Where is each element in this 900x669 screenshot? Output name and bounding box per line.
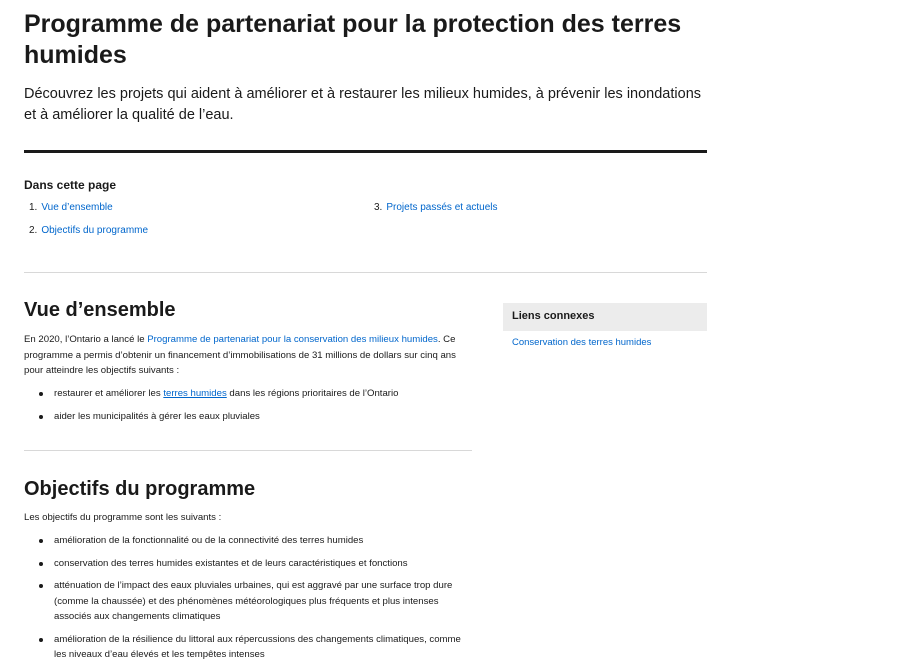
program-link[interactable]: Programme de partenariat pour la conservation des milieux humides bbox=[147, 334, 438, 345]
objectives-heading: Objectifs du programme bbox=[24, 478, 256, 500]
list-item: aider les municipalités à gérer les eaux pluviales bbox=[24, 409, 472, 425]
wetlands-link[interactable]: terres humides bbox=[163, 388, 227, 399]
objectives-intro: Les objectifs du programme sont les suivants : bbox=[24, 512, 222, 523]
toc-link-objectives[interactable]: Objectifs du programme bbox=[41, 225, 149, 236]
related-links-panel bbox=[503, 303, 707, 348]
list-item: amélioration de la résilience du littoral aux répercussions des changements climatiques, comme les niveaux d’eau élevés et les tempêtes intenses bbox=[24, 632, 472, 663]
toc-link-overview[interactable]: Vue d’ensemble bbox=[41, 202, 113, 213]
toc-item bbox=[29, 225, 148, 236]
toc-item bbox=[29, 202, 113, 213]
toc-item-number: 3. bbox=[374, 202, 383, 213]
list-item bbox=[24, 386, 472, 402]
overview-intro-text: En 2020, l’Ontario a lancé le bbox=[24, 334, 148, 345]
header-divider bbox=[24, 150, 707, 153]
objectives-list bbox=[24, 533, 472, 669]
toc-divider bbox=[24, 272, 707, 273]
section-divider bbox=[24, 450, 472, 451]
overview-intro-text: . Ce programme a permis d’obtenir un financement d’immobilisations de 31 millions de dollars sur cinq ans pour atteindre les objectifs suivants : bbox=[24, 334, 456, 376]
overview-intro bbox=[24, 332, 472, 379]
list-item: amélioration de la fonctionnalité ou de la connectivité des terres humides bbox=[24, 533, 472, 549]
list-item-text: restaurer et améliorer les bbox=[54, 388, 164, 399]
toc-item bbox=[374, 202, 498, 213]
toc-heading: Dans cette page bbox=[24, 178, 117, 192]
toc-item-number: 2. bbox=[29, 225, 38, 236]
overview-heading: Vue d’ensemble bbox=[24, 299, 176, 321]
list-item-text: dans les régions prioritaires de l’Ontario bbox=[226, 388, 399, 399]
related-link-wetland-conservation[interactable]: Conservation des terres humides bbox=[512, 337, 652, 348]
page-lead: Découvrez les projets qui aident à améliorer et à restaurer les milieux humides, à prévenir les inondations et à améliorer la qualité de l’eau. bbox=[24, 86, 702, 123]
overview-list bbox=[24, 386, 472, 431]
toc-link-projects[interactable]: Projets passés et actuels bbox=[386, 202, 498, 213]
list-item: atténuation de l’impact des eaux pluviales urbaines, qui est aggravé par une surface trop dure (comme la chaussée) et des phénomènes météorologiques plus fréquents et plus intenses associés aux changements climatiques bbox=[24, 578, 472, 625]
related-links-heading: Liens connexes bbox=[503, 303, 707, 331]
table-of-contents bbox=[24, 200, 708, 248]
list-item: conservation des terres humides existantes et de leurs caractéristiques et fonctions bbox=[24, 556, 472, 572]
toc-item-number: 1. bbox=[29, 202, 38, 213]
page-title: Programme de partenariat pour la protection des terres humides bbox=[24, 10, 682, 69]
